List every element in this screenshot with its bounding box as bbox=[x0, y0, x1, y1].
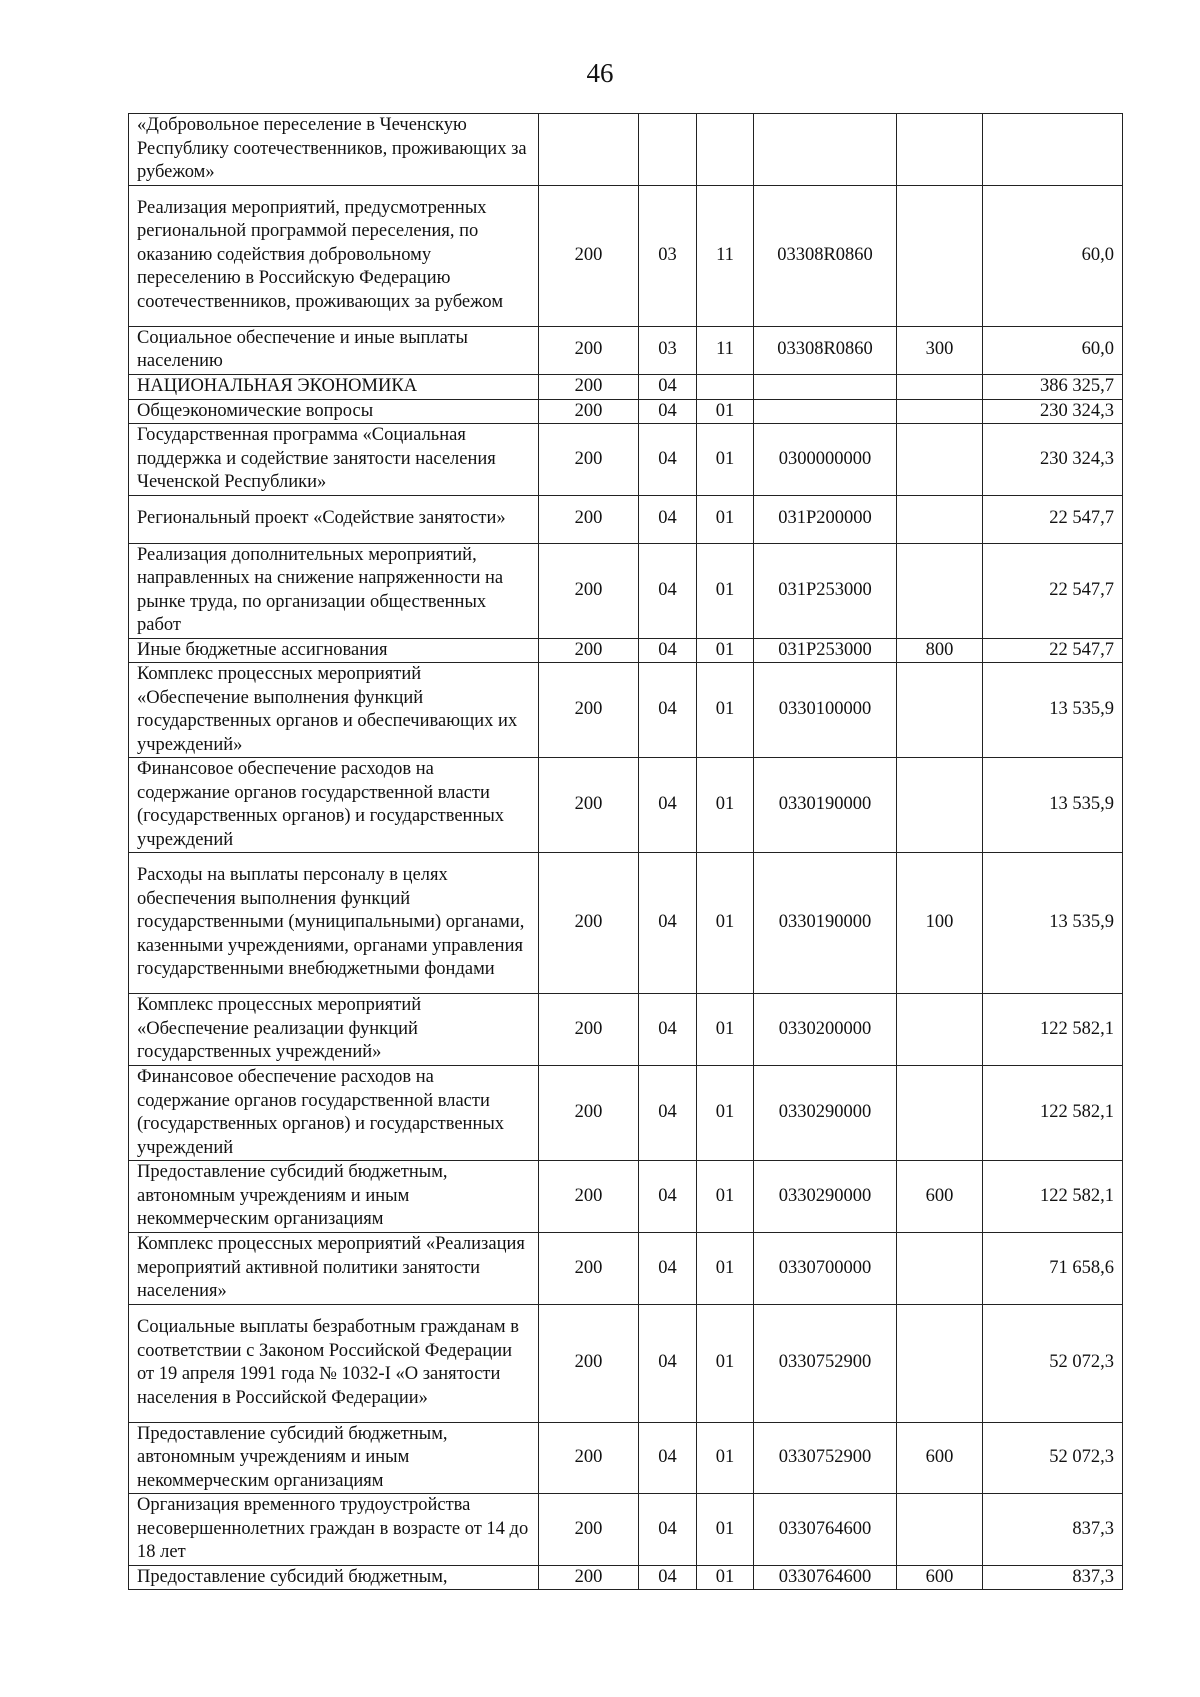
target-article-code: 0330752900 bbox=[754, 1422, 897, 1494]
target-article-code: 0330190000 bbox=[754, 758, 897, 853]
table-row bbox=[129, 663, 1123, 758]
section-code: 04 bbox=[639, 1161, 697, 1233]
amount: 386 325,7 bbox=[983, 374, 1123, 399]
subsection-code: 01 bbox=[697, 424, 754, 496]
table-row bbox=[129, 758, 1123, 853]
expense-type-code bbox=[897, 424, 983, 496]
section-code: 04 bbox=[639, 374, 697, 399]
subsection-code: 01 bbox=[697, 495, 754, 543]
ministry-code: 200 bbox=[539, 1494, 639, 1566]
section-code: 04 bbox=[639, 758, 697, 853]
subsection-code: 11 bbox=[697, 185, 754, 326]
ministry-code: 200 bbox=[539, 543, 639, 638]
target-article-code: 0330764600 bbox=[754, 1565, 897, 1590]
table-row bbox=[129, 1565, 1123, 1590]
ministry-code: 200 bbox=[539, 1565, 639, 1590]
section-code: 04 bbox=[639, 495, 697, 543]
amount: 60,0 bbox=[983, 326, 1123, 374]
table-row bbox=[129, 853, 1123, 994]
target-article-code: 0330290000 bbox=[754, 1161, 897, 1233]
table-row bbox=[129, 1161, 1123, 1233]
ministry-code: 200 bbox=[539, 758, 639, 853]
ministry-code: 200 bbox=[539, 399, 639, 424]
budget-table bbox=[128, 113, 1123, 1590]
item-name: Финансовое обеспечение расходов на содержание органов государственной власти (государственных органов) и государственных учреждений bbox=[129, 1066, 539, 1161]
table-row bbox=[129, 1233, 1123, 1305]
item-name: Государственная программа «Социальная поддержка и содействие занятости населения Чеченской Республики» bbox=[129, 424, 539, 496]
expense-type-code: 800 bbox=[897, 638, 983, 663]
expense-type-code: 300 bbox=[897, 326, 983, 374]
expense-type-code bbox=[897, 1066, 983, 1161]
item-name: Региональный проект «Содействие занятости» bbox=[129, 495, 539, 543]
item-name: НАЦИОНАЛЬНАЯ ЭКОНОМИКА bbox=[129, 374, 539, 399]
section-code: 04 bbox=[639, 543, 697, 638]
expense-type-code: 600 bbox=[897, 1161, 983, 1233]
amount bbox=[983, 114, 1123, 186]
item-name: Социальное обеспечение и иные выплаты населению bbox=[129, 326, 539, 374]
target-article-code: 0330190000 bbox=[754, 853, 897, 994]
section-code: 04 bbox=[639, 638, 697, 663]
section-code: 04 bbox=[639, 1304, 697, 1422]
expense-type-code bbox=[897, 1233, 983, 1305]
target-article-code: 031P200000 bbox=[754, 495, 897, 543]
ministry-code: 200 bbox=[539, 853, 639, 994]
expense-type-code: 100 bbox=[897, 853, 983, 994]
section-code: 03 bbox=[639, 326, 697, 374]
subsection-code: 01 bbox=[697, 758, 754, 853]
ministry-code: 200 bbox=[539, 663, 639, 758]
subsection-code: 01 bbox=[697, 853, 754, 994]
expense-type-code bbox=[897, 114, 983, 186]
target-article-code: 0330200000 bbox=[754, 994, 897, 1066]
amount: 13 535,9 bbox=[983, 758, 1123, 853]
section-code: 04 bbox=[639, 1565, 697, 1590]
page-number: 46 bbox=[586, 58, 614, 88]
item-name: Социальные выплаты безработным гражданам в соответствии с Законом Российской Федерации от 19 апреля 1991 года № 1032-I «О занятости населения в Российской Федерации» bbox=[129, 1304, 539, 1422]
table-row bbox=[129, 638, 1123, 663]
expense-type-code: 600 bbox=[897, 1565, 983, 1590]
subsection-code: 01 bbox=[697, 638, 754, 663]
item-name: Финансовое обеспечение расходов на содержание органов государственной власти (государственных органов) и государственных учреждений bbox=[129, 758, 539, 853]
section-code: 03 bbox=[639, 185, 697, 326]
amount: 837,3 bbox=[983, 1494, 1123, 1566]
target-article-code: 0330764600 bbox=[754, 1494, 897, 1566]
target-article-code: 031P253000 bbox=[754, 543, 897, 638]
subsection-code bbox=[697, 114, 754, 186]
table-row bbox=[129, 114, 1123, 186]
item-name: Предоставление субсидий бюджетным, автономным учреждениям и иным некоммерческим организациям bbox=[129, 1422, 539, 1494]
amount: 52 072,3 bbox=[983, 1422, 1123, 1494]
item-name: Комплекс процессных мероприятий «Обеспечение выполнения функций государственных органов и обеспечивающих их учреждений» bbox=[129, 663, 539, 758]
item-name: Общеэкономические вопросы bbox=[129, 399, 539, 424]
expense-type-code bbox=[897, 1494, 983, 1566]
ministry-code: 200 bbox=[539, 1066, 639, 1161]
section-code: 04 bbox=[639, 1422, 697, 1494]
expense-type-code bbox=[897, 495, 983, 543]
item-name: «Добровольное переселение в Чеченскую Республику соотечественников, проживающих за рубежом» bbox=[129, 114, 539, 186]
ministry-code: 200 bbox=[539, 994, 639, 1066]
subsection-code: 01 bbox=[697, 1161, 754, 1233]
item-name: Расходы на выплаты персоналу в целях обеспечения выполнения функций государственными (муниципальными) органами, казенными учреждениями, органами управления государственными внебюджетными фондами bbox=[129, 853, 539, 994]
item-name: Комплекс процессных мероприятий «Реализация мероприятий активной политики занятости населения» bbox=[129, 1233, 539, 1305]
item-name: Организация временного трудоустройства несовершеннолетних граждан в возрасте от 14 до 18 лет bbox=[129, 1494, 539, 1566]
item-name: Предоставление субсидий бюджетным, автономным учреждениям и иным некоммерческим организациям bbox=[129, 1161, 539, 1233]
subsection-code: 01 bbox=[697, 1494, 754, 1566]
target-article-code: 0330700000 bbox=[754, 1233, 897, 1305]
section-code: 04 bbox=[639, 663, 697, 758]
table-row bbox=[129, 495, 1123, 543]
subsection-code: 01 bbox=[697, 663, 754, 758]
ministry-code: 200 bbox=[539, 1304, 639, 1422]
ministry-code: 200 bbox=[539, 638, 639, 663]
item-name: Реализация мероприятий, предусмотренных региональной программой переселения, по оказанию содействия добровольному переселению в Российскую Федерацию соотечественников, проживающих за рубежом bbox=[129, 185, 539, 326]
target-article-code: 0330752900 bbox=[754, 1304, 897, 1422]
target-article-code: 0330290000 bbox=[754, 1066, 897, 1161]
section-code: 04 bbox=[639, 994, 697, 1066]
ministry-code: 200 bbox=[539, 424, 639, 496]
amount: 13 535,9 bbox=[983, 853, 1123, 994]
target-article-code bbox=[754, 399, 897, 424]
subsection-code: 01 bbox=[697, 1422, 754, 1494]
amount: 230 324,3 bbox=[983, 399, 1123, 424]
ministry-code: 200 bbox=[539, 326, 639, 374]
amount: 837,3 bbox=[983, 1565, 1123, 1590]
amount: 122 582,1 bbox=[983, 994, 1123, 1066]
subsection-code: 01 bbox=[697, 1565, 754, 1590]
item-name: Комплекс процессных мероприятий «Обеспечение реализации функций государственных учреждений» bbox=[129, 994, 539, 1066]
section-code: 04 bbox=[639, 1233, 697, 1305]
table-row bbox=[129, 1066, 1123, 1161]
subsection-code bbox=[697, 374, 754, 399]
ministry-code: 200 bbox=[539, 185, 639, 326]
ministry-code bbox=[539, 114, 639, 186]
ministry-code: 200 bbox=[539, 374, 639, 399]
table-row bbox=[129, 185, 1123, 326]
expense-type-code bbox=[897, 663, 983, 758]
section-code: 04 bbox=[639, 1494, 697, 1566]
amount: 122 582,1 bbox=[983, 1161, 1123, 1233]
item-name: Предоставление субсидий бюджетным, bbox=[129, 1565, 539, 1590]
item-name: Иные бюджетные ассигнования bbox=[129, 638, 539, 663]
expense-type-code bbox=[897, 399, 983, 424]
amount: 71 658,6 bbox=[983, 1233, 1123, 1305]
target-article-code: 03308R0860 bbox=[754, 185, 897, 326]
table-row bbox=[129, 994, 1123, 1066]
amount: 230 324,3 bbox=[983, 424, 1123, 496]
amount: 52 072,3 bbox=[983, 1304, 1123, 1422]
ministry-code: 200 bbox=[539, 495, 639, 543]
section-code: 04 bbox=[639, 853, 697, 994]
section-code bbox=[639, 114, 697, 186]
table-row bbox=[129, 424, 1123, 496]
target-article-code bbox=[754, 374, 897, 399]
table-row bbox=[129, 1422, 1123, 1494]
target-article-code: 0300000000 bbox=[754, 424, 897, 496]
subsection-code: 01 bbox=[697, 1233, 754, 1305]
target-article-code bbox=[754, 114, 897, 186]
ministry-code: 200 bbox=[539, 1161, 639, 1233]
table-row bbox=[129, 326, 1123, 374]
subsection-code: 11 bbox=[697, 326, 754, 374]
section-code: 04 bbox=[639, 1066, 697, 1161]
target-article-code: 0330100000 bbox=[754, 663, 897, 758]
subsection-code: 01 bbox=[697, 399, 754, 424]
expense-type-code bbox=[897, 185, 983, 326]
target-article-code: 031P253000 bbox=[754, 638, 897, 663]
subsection-code: 01 bbox=[697, 1304, 754, 1422]
subsection-code: 01 bbox=[697, 543, 754, 638]
expense-type-code: 600 bbox=[897, 1422, 983, 1494]
expense-type-code bbox=[897, 1304, 983, 1422]
amount: 22 547,7 bbox=[983, 638, 1123, 663]
amount: 122 582,1 bbox=[983, 1066, 1123, 1161]
expense-type-code bbox=[897, 543, 983, 638]
target-article-code: 03308R0860 bbox=[754, 326, 897, 374]
section-code: 04 bbox=[639, 399, 697, 424]
budget-table-body bbox=[129, 114, 1123, 1590]
expense-type-code bbox=[897, 994, 983, 1066]
ministry-code: 200 bbox=[539, 1233, 639, 1305]
amount: 60,0 bbox=[983, 185, 1123, 326]
amount: 22 547,7 bbox=[983, 543, 1123, 638]
section-code: 04 bbox=[639, 424, 697, 496]
item-name: Реализация дополнительных мероприятий, направленных на снижение напряженности на рынке труда, по организации общественных работ bbox=[129, 543, 539, 638]
amount: 22 547,7 bbox=[983, 495, 1123, 543]
expense-type-code bbox=[897, 374, 983, 399]
amount: 13 535,9 bbox=[983, 663, 1123, 758]
expense-type-code bbox=[897, 758, 983, 853]
subsection-code: 01 bbox=[697, 1066, 754, 1161]
subsection-code: 01 bbox=[697, 994, 754, 1066]
table-row bbox=[129, 399, 1123, 424]
table-row bbox=[129, 374, 1123, 399]
table-row bbox=[129, 543, 1123, 638]
table-row bbox=[129, 1494, 1123, 1566]
ministry-code: 200 bbox=[539, 1422, 639, 1494]
table-row bbox=[129, 1304, 1123, 1422]
